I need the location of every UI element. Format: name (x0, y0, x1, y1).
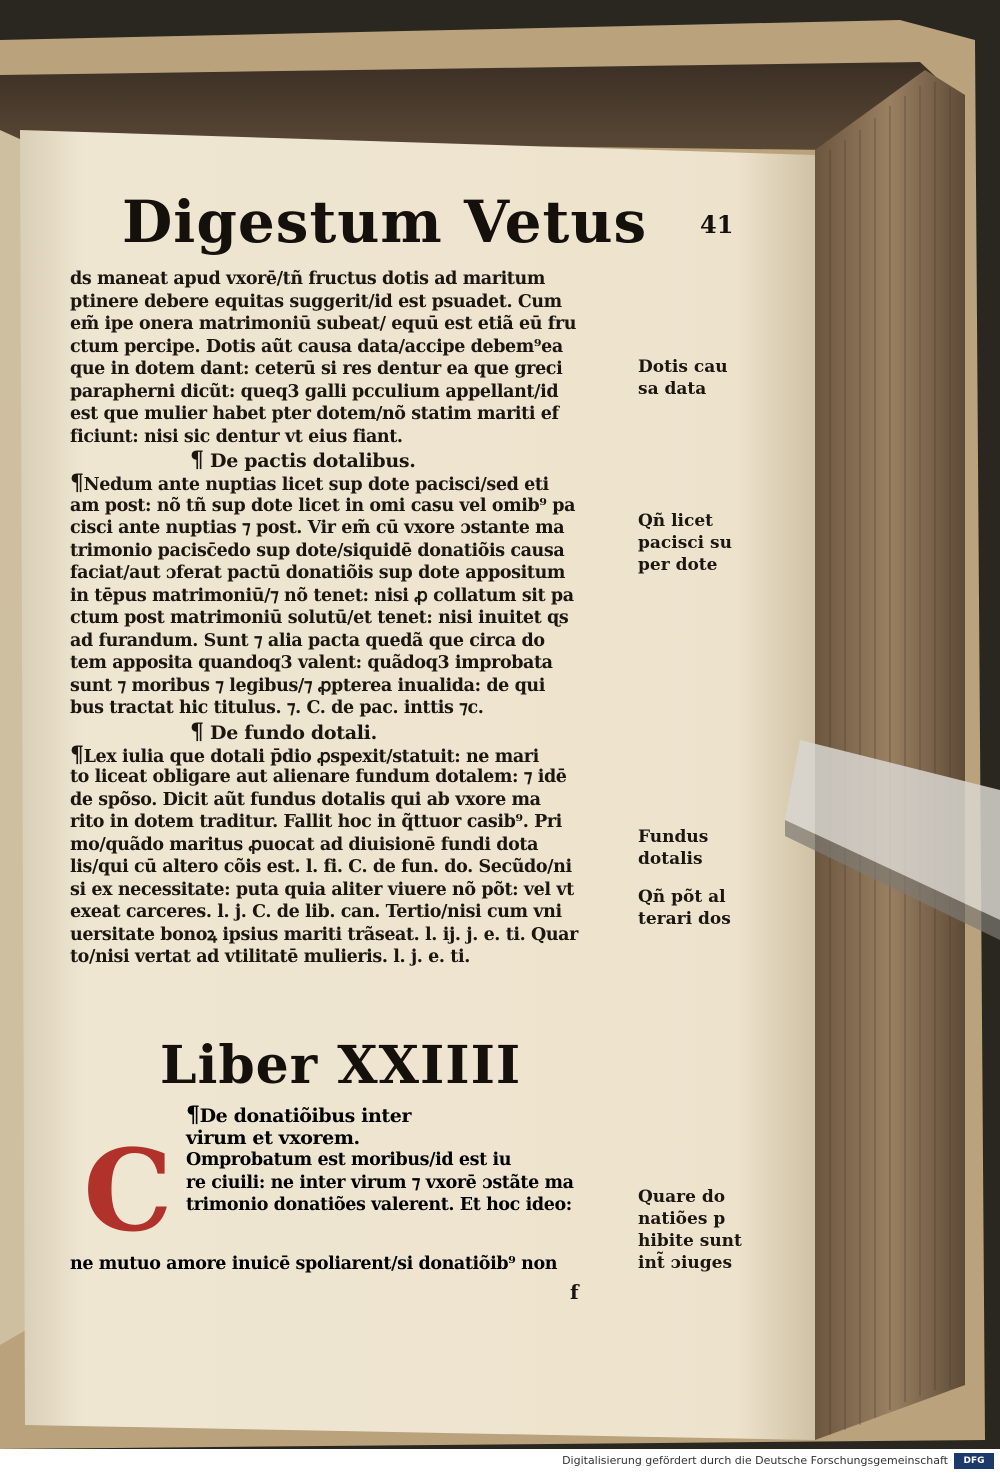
subsection-heading (186, 1104, 636, 1127)
section-heading-text: De fundo dotali. (210, 721, 377, 744)
text-line: lis/qui cū altero cõis est. l. fi. C. de fun. do. Secũdo/ni (70, 857, 572, 877)
rubricated-initial: C (83, 1126, 173, 1257)
text-line: cisci ante nuptias ⁊ post. Vir em̃ cū vxore ɔstante ma (70, 518, 565, 538)
text-line: de spõso. Dicit aũt fundus dotalis qui ab vxore ma (70, 789, 541, 810)
pilcrow-icon: ¶ (190, 718, 204, 745)
margin-note-line: per dote (638, 555, 718, 575)
margin-note-line: terari dos (638, 909, 731, 929)
text-line: tem apposita quandoq3 valent: quãdoq3 improbata (70, 653, 553, 673)
text-line: am post: nõ tñ sup dote licet in omi casu vel omib⁹ pa (70, 495, 576, 516)
folio-number: 41 (700, 210, 734, 239)
donation-section (186, 1104, 636, 1217)
section-heading-pacts (70, 448, 630, 472)
margin-note-line: Fundus (638, 827, 709, 847)
text-line: ptinere debere equitas suggerit/id est psuadet. Cum (70, 291, 562, 312)
margin-note (638, 886, 760, 930)
text-line: mo/quãdo maritus ꝓuocat ad diuisionē fundi dota (70, 834, 539, 855)
digitization-credit-bar (0, 1449, 1000, 1473)
section-heading-text: De pactis dotalibus. (210, 450, 416, 472)
margin-note (638, 826, 760, 870)
pilcrow-icon: ¶ (190, 447, 204, 473)
text-line: uersitate bonoꝝ ipsius mariti trãseat. l. ij. j. e. ti. Quar (70, 924, 578, 945)
text-line: Omprobatum est moribus/id est iu (186, 1150, 512, 1170)
margin-note-line: Qñ põt al (638, 887, 726, 907)
text-line: sunt ⁊ moribus ⁊ legibus/⁊ ꝓpterea inualida: de qui (70, 675, 546, 696)
text-line: in tēpus matrimoniū/⁊ nõ tenet: nisi ꝓ collatum sit pa (70, 585, 574, 606)
pilcrow-icon: ¶ (186, 1102, 200, 1128)
text-column (70, 268, 630, 969)
text-line: to liceat obligare aut alienare fundum dotalem: ⁊ idē (70, 767, 567, 787)
section-heading-fundus (70, 720, 630, 744)
text-line: si ex necessitate: puta quia aliter viuere nõ põt: vel vt (70, 879, 574, 900)
text-line-content: Nedum ante nuptias licet sup dote pacisci/sed eti (83, 475, 549, 495)
pilcrow-icon: ¶ (70, 470, 84, 496)
signature-mark: f (570, 1280, 579, 1304)
text-line: ctum post matrimoniū solutū/et tenet: nisi inuitet ɋs (70, 608, 569, 628)
text-line: em̃ ipe onera matrimoniū subeat/ equū est etiã eū fru (70, 314, 577, 334)
text-line (70, 472, 630, 495)
dfg-logo: DFG (954, 1453, 994, 1469)
text-line (70, 741, 630, 768)
text-line: ne mutuo amore inuicē spoliarent/si donatiõib⁹ non (70, 1254, 558, 1274)
margin-note-line: hibite sunt (638, 1231, 742, 1251)
pilcrow-icon: ¶ (70, 741, 84, 768)
margin-note (638, 1186, 760, 1274)
margin-note (638, 510, 760, 576)
margin-note-line: Qñ licet (638, 511, 714, 531)
margin-note-line: sa data (638, 379, 707, 399)
subsection-heading: virum et vxorem. (186, 1126, 360, 1149)
credit-text: Digitalisierung gefördert durch die Deutsche Forschungsgemeinschaft (562, 1454, 948, 1467)
running-head: Digestum Vetus (122, 188, 648, 256)
text-line: re ciuili: ne inter virum ⁊ vxorē ɔstãte ma (186, 1172, 574, 1193)
book-title: Liber XXIIII (160, 1035, 522, 1096)
margin-note-line: Dotis cau (638, 357, 728, 377)
margin-note-line: int̃ ɔiuges (638, 1253, 733, 1273)
margin-note-line: pacisci su (638, 533, 732, 553)
text-line: ad furandum. Sunt ⁊ alia pacta quedã que circa do (70, 630, 545, 651)
text-line: to/nisi vertat ad vtilitatē mulieris. l. j. e. ti. (70, 947, 470, 967)
text-line: trimonio pacisc̄edo sup dote/siquidē donatiõis causa (70, 540, 565, 561)
margin-note-line: dotalis (638, 849, 703, 869)
text-line: que in dotem dant: ceterū si res dentur ea que greci (70, 359, 563, 379)
text-line: rito in dotem traditur. Fallit hoc in q̃ttuor casib⁹. Pri (70, 812, 562, 832)
text-line: bus tractat hic titulus. ⁊. C. de pac. inttis ⁊c. (70, 698, 484, 718)
text-line: ctum percipe. Dotis aũt causa data/accipe debem⁹ea (70, 336, 563, 357)
text-line: exeat carceres. l. j. C. de lib. can. Tertio/nisi cum vni (70, 902, 562, 922)
text-line: trimonio donatiões valerent. Et hoc ideo: (186, 1195, 572, 1215)
text-line: est que mulier habet pter dotem/nõ statim mariti ef (70, 404, 559, 424)
text-line: ds maneat apud vxorē/tñ fructus dotis ad maritum (70, 269, 545, 289)
margin-note-line: natiões p (638, 1209, 726, 1229)
text-line: parapherni dicũt: queq3 galli pcculium appellant/id (70, 381, 559, 402)
text-line: faciat/aut ɔferat pactū donatiõis sup dote appositum (70, 563, 566, 583)
margin-note-line: Quare do (638, 1187, 726, 1207)
margin-note (638, 356, 760, 400)
text-line: ficiunt: nisi sic dentur vt eius fiant. (70, 426, 403, 447)
text-line-content: Lex iulia que dotali p̄dio ꝓspexit/statuit: ne mari (83, 746, 539, 767)
subsection-heading-text: De donatiõibus inter (199, 1105, 412, 1127)
